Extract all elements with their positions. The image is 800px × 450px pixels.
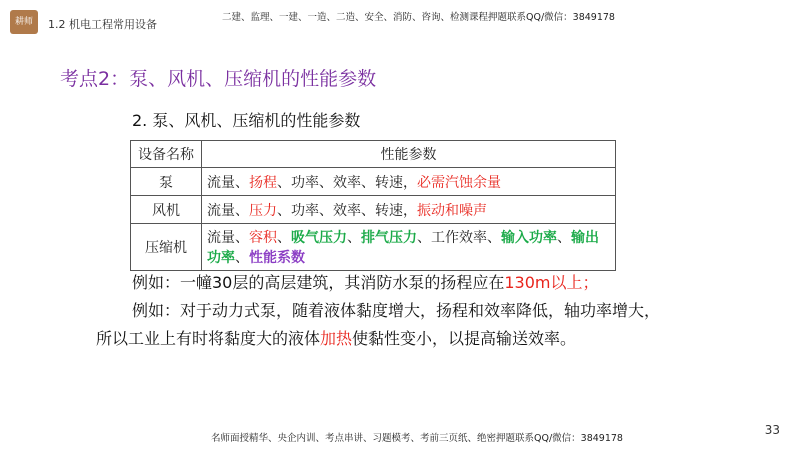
header-device-name: 设备名称: [131, 141, 202, 168]
example-2-highlight: 加热: [320, 329, 353, 348]
param-text: 流量、: [207, 202, 249, 219]
param-text: 、: [277, 230, 291, 246]
brand-logo: 耕师: [10, 10, 38, 34]
param-text: 、: [347, 230, 361, 246]
param-text: 、: [557, 230, 571, 246]
param-text: 、工作效率、: [417, 230, 501, 246]
table-row-fan: [131, 196, 616, 224]
example-1-text: 例如：一幢30层的高层建筑，其消防水泵的扬程应在: [132, 273, 505, 292]
param-highlight: 输出功率: [207, 230, 599, 266]
example-1-highlight: 130m以上；: [504, 273, 599, 292]
row-params: [202, 168, 616, 196]
param-highlight: 性能系数: [249, 250, 305, 266]
param-text: 流量、: [207, 230, 249, 246]
row-params: [202, 224, 616, 271]
row-params: [202, 196, 616, 224]
param-highlight: 扬程: [249, 174, 277, 191]
param-text: 流量、: [207, 174, 249, 191]
example-2-text: 使黏性变小，以提高输送效率。: [352, 329, 577, 348]
param-text: 、功率、效率、转速，: [277, 202, 417, 219]
param-highlight: 压力: [249, 202, 277, 219]
row-name: 泵: [131, 168, 202, 196]
parameters-table: [130, 140, 616, 271]
footer-contact-note: 名师面授精华、央企内训、考点串讲、习题模考、考前三页纸、绝密押题联系QQ/微信：3849178: [211, 433, 623, 444]
example-2-line-2: [96, 326, 576, 349]
page-number: 33: [764, 423, 780, 437]
table-row-pump: [131, 168, 616, 196]
param-highlight: 必需汽蚀余量: [417, 174, 501, 191]
param-text: 、: [235, 250, 249, 266]
param-highlight: 吸气压力: [291, 230, 347, 246]
param-highlight: 输入功率: [501, 230, 557, 246]
section-label: 1.2 机电工程常用设备: [48, 18, 157, 31]
table-row-compressor: [131, 224, 616, 271]
example-2-text: 所以工业上有时将黏度大的液体: [96, 329, 321, 348]
row-name: 压缩机: [131, 224, 202, 271]
table-header-row: [131, 141, 616, 168]
param-highlight: 容积: [249, 230, 277, 246]
topic-title: 考点2：泵、风机、压缩机的性能参数: [60, 68, 377, 90]
header-contact-note: 二建、监理、一建、一造、二造、安全、消防、咨询、检测课程押题联系QQ/微信：3849178: [222, 12, 615, 23]
header-parameters: 性能参数: [202, 141, 616, 168]
param-highlight: 振动和噪声: [417, 202, 487, 219]
param-highlight: 排气压力: [361, 230, 417, 246]
example-1: [132, 270, 599, 293]
row-name: 风机: [131, 196, 202, 224]
example-2-line-1: 例如：对于动力式泵，随着液体黏度增大，扬程和效率降低，轴功率增大，: [132, 301, 661, 320]
subtitle: 2. 泵、风机、压缩机的性能参数: [132, 111, 361, 130]
param-text: 、功率、效率、转速，: [277, 174, 417, 191]
